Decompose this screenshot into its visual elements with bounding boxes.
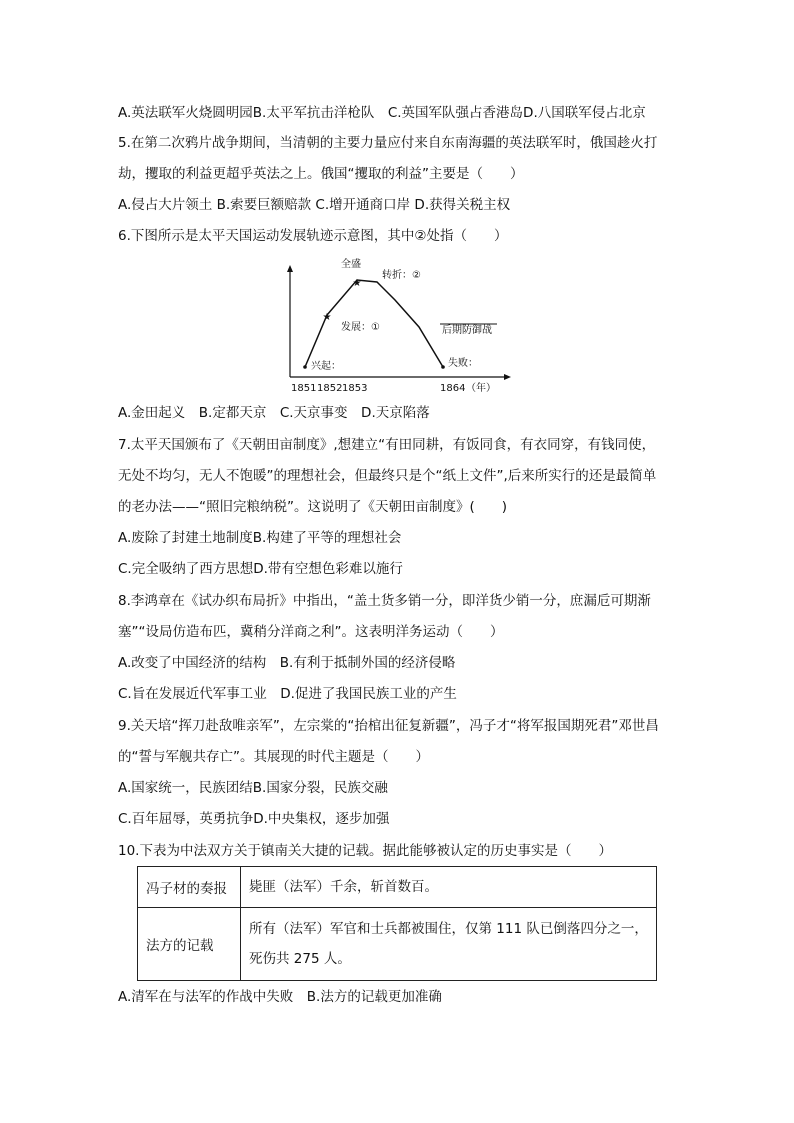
tick-year: 1864 — [440, 383, 466, 394]
tick-year: 1852 — [317, 383, 343, 394]
tick-year: 1851 — [291, 383, 317, 394]
trajectory-diagram — [285, 255, 515, 395]
table-row — [138, 867, 657, 908]
q7-options-line1: A.废除了封建土地制度B.构建了平等的理想社会 — [118, 530, 402, 546]
q7-options-line2: C.完全吸纳了西方思想D.带有空想色彩难以施行 — [118, 561, 403, 577]
content-line: 死伤共 275 人。 — [249, 951, 351, 967]
x-axis-arrow-icon — [504, 374, 511, 380]
q5-options: A.侵占大片领土 B.索要巨额赔款 C.增开通商口岸 D.获得关税主权 — [118, 197, 511, 213]
q5-stem-line2: 劫，攫取的利益更超乎英法之上。俄国“攫取的利益”主要是（ ） — [118, 166, 524, 182]
star-icon: ★ — [352, 278, 362, 289]
q7-stem-line2: 无处不均匀，无人不饱暖”的理想社会，但最终只是个“纸上文件”,后来所实行的还是最简单 — [118, 468, 657, 484]
q9-stem-line1: 9.关天培“挥刀赴敌唯亲军”，左宗棠的“抬棺出征复新疆”，冯子才“将军报国期死君”邓世昌 — [118, 718, 659, 734]
start-point — [303, 365, 307, 369]
table-cell-source: 法方的记载 — [138, 908, 241, 981]
label-peak: 全盛 — [341, 259, 361, 270]
q9-stem-line2: 的“誓与军舰共存亡”。其展现的时代主题是（ ） — [118, 749, 429, 765]
table-cell-content — [241, 908, 657, 981]
star-icon: ★ — [322, 312, 332, 323]
q8-options-line2: C.旨在发展近代军事工业 D.促进了我国民族工业的产生 — [118, 686, 457, 702]
q10-options: A.清军在与法军的作战中失败 B.法方的记载更加准确 — [118, 989, 442, 1005]
q6-options: A.金田起义 B.定都天京 C.天京事变 D.天京陷落 — [118, 405, 430, 421]
content-line: 毙匪（法军）千余，斩首数百。 — [249, 879, 438, 895]
end-point — [441, 365, 445, 369]
axis-unit: （年） — [466, 383, 496, 394]
table-cell-content — [241, 867, 657, 908]
label-turn: 转折：② — [382, 270, 421, 281]
q9-options-line2: C.百年屈辱，英勇抗争D.中央集权，逐步加强 — [118, 811, 390, 827]
q9-options-line1: A.国家统一，民族团结B.国家分裂，民族交融 — [118, 780, 388, 796]
q7-stem-line3: 的老办法——“照旧完粮纳税”。这说明了《天朝田亩制度》( ) — [118, 499, 508, 515]
label-fail: 失败： — [448, 358, 478, 369]
q8-stem-line2: 塞”“设局仿造布匹，冀稍分洋商之利”。这表明洋务运动（ ） — [118, 624, 504, 640]
y-axis-arrow-icon — [287, 265, 293, 272]
q4-options: A.英法联军火烧圆明园B.太平军抗击洋枪队 C.英国军队强占香港岛D.八国联军侵占北京 — [118, 105, 646, 121]
tick-year: 1853 — [342, 383, 368, 394]
q10-stem: 10.下表为中法双方关于镇南关大捷的记载。据此能够被认定的历史事实是（ ） — [118, 843, 612, 859]
table-row — [138, 908, 657, 981]
q7-stem-line1: 7.太平天国颁布了《天朝田亩制度》,想建立“有田同耕，有饭同食，有衣同穿，有钱同使， — [118, 437, 656, 453]
label-defense: 后期防御战 — [442, 325, 492, 336]
label-develop: 发展：① — [341, 322, 380, 333]
taiping-trajectory-figure — [285, 255, 515, 395]
content-line: 所有（法军）军官和士兵都被围住，仅第 111 队已倒落四分之一， — [249, 921, 648, 937]
record-table — [137, 866, 657, 981]
q8-stem-line1: 8.李鸿章在《试办织布局折》中指出，“盖土货多销一分，即洋货少销一分，庶漏卮可期渐 — [118, 593, 651, 609]
label-rise: 兴起： — [311, 361, 341, 372]
table-cell-source: 冯子材的奏报 — [138, 867, 241, 908]
q6-stem: 6.下图所示是太平天国运动发展轨迹示意图，其中②处指（ ） — [118, 228, 508, 244]
q5-stem-line1: 5.在第二次鸦片战争期间，当清朝的主要力量应付来自东南海疆的英法联军时，俄国趁火打 — [118, 135, 658, 151]
q8-options-line1: A.改变了中国经济的结构 B.有利于抵制外国的经济侵略 — [118, 655, 456, 671]
